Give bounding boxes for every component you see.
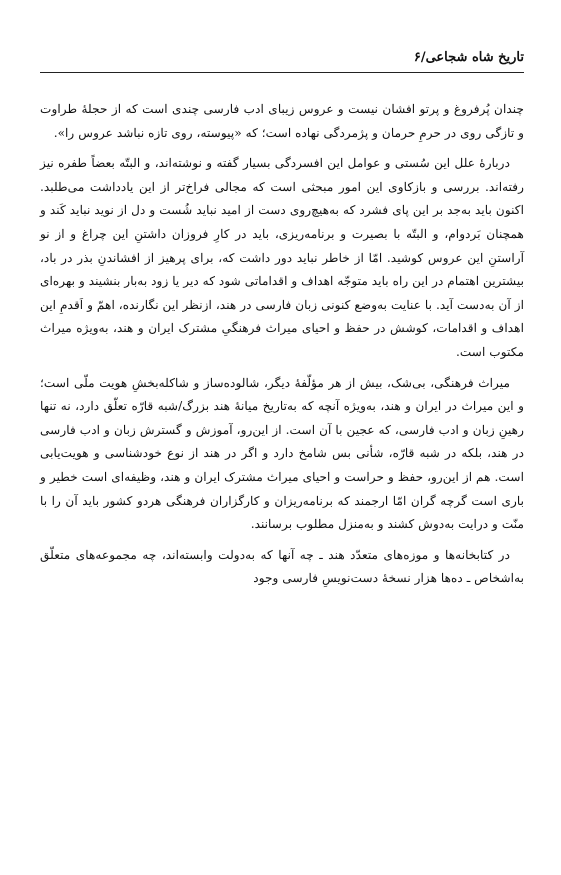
paragraph: دربارۀ علل این سُستی و عوامل این افسردگی بسیار گفته و نوشته‌اند، و البتّه بعضاً طفره نیز رفته‌اند. بررسی و بازکاوی این امور مبحثی است که مجالی فراخ‌تر از این یادداشت می‌طلبد. اکنون باید به‌جد بر این پای فشرد که به‌هیچ‌روی دست از امید نباید شُست و دل از نوید نباید کَند و همچنان بَردوام، و البتّه با بصیرت و برنامه‌ریزی، باید در کارِ فروزان داشتنِ این چراغ و از نو آراستنِ این عروس کوشید. امّا از خاطر نباید دور داشت که، برای پرهیز از افشاندنِ بذر در باد، بیشترین اهتمام در این راه باید متوجّه اهداف و اقداماتی شود که دیر یا زود به‌بار بنشیند و بهره‌ای از آن به‌دست آید. با عنایت به‌وضع کنونی زبان فارسی در هند، ازنظر این نگارنده، اهمّ و اَقدمِ این اهداف و اقدامات، کوشش در حفظ و احیای میراث فرهنگیِ مشترک ایران و هند، به‌ویژه میراث مکتوب است.: [40, 156, 524, 359]
paragraph: در کتابخانه‌ها و موزه‌های متعدّد هند ـ چه آنها که به‌دولت وابسته‌اند، چه مجموعه‌های متعلّق به‌اشخاص ـ ده‌ها هزار نسخۀ دست‌نویسِ فارسی وجود: [40, 547, 524, 586]
paragraph: چندان پُرفروغ و پرتو افشان نیست و عروس زیبای ادب فارسی چندی است که از حجلۀ طراوت و تازگی روی در حرمِ حرمان و پژمردگی نهاده است؛ که «پیوسته، روی تازه نباشد عروس را».: [40, 102, 524, 140]
paragraph: میراث فرهنگی، بی‌شک، بیش از هر مؤلّفۀ دیگر، شالوده‌ساز و شاکله‌بخشِ هویت ملّی است؛ و این میراث در ایران و هند، به‌ویژه آنچه که به‌تاریخ میانۀ هند بزرگ/شبه قارّه تعلّق دارد، نه تنها رهینِ زبان و ادب فارسی، که عجین با آن است. از این‌رو، آموزش و گسترش زبان و ادب فارسی در هند، بلکه در شبه قارّه، شأنی بس شامخ دارد و اگر در هند از نوع خودشناسی و هویت‌یابی است. هم از این‌رو، حفظ و حراست و احیای میراث مشترک ایران و هند، وظیفه‌ای است خطیر و باری است گرچه گران امّا ارجمند که برنامه‌ریزان و کارگزاران فرهنگی هردو کشور باید آن را با منّت و درایت به‌دوش کشند و به‌منزل مطلوب برسانند.: [40, 375, 524, 532]
header-divider: [40, 72, 524, 73]
page-body: [40, 98, 524, 598]
running-header-title: تاریخ شاه شجاعی/۶: [413, 50, 524, 65]
running-header: [40, 50, 524, 65]
